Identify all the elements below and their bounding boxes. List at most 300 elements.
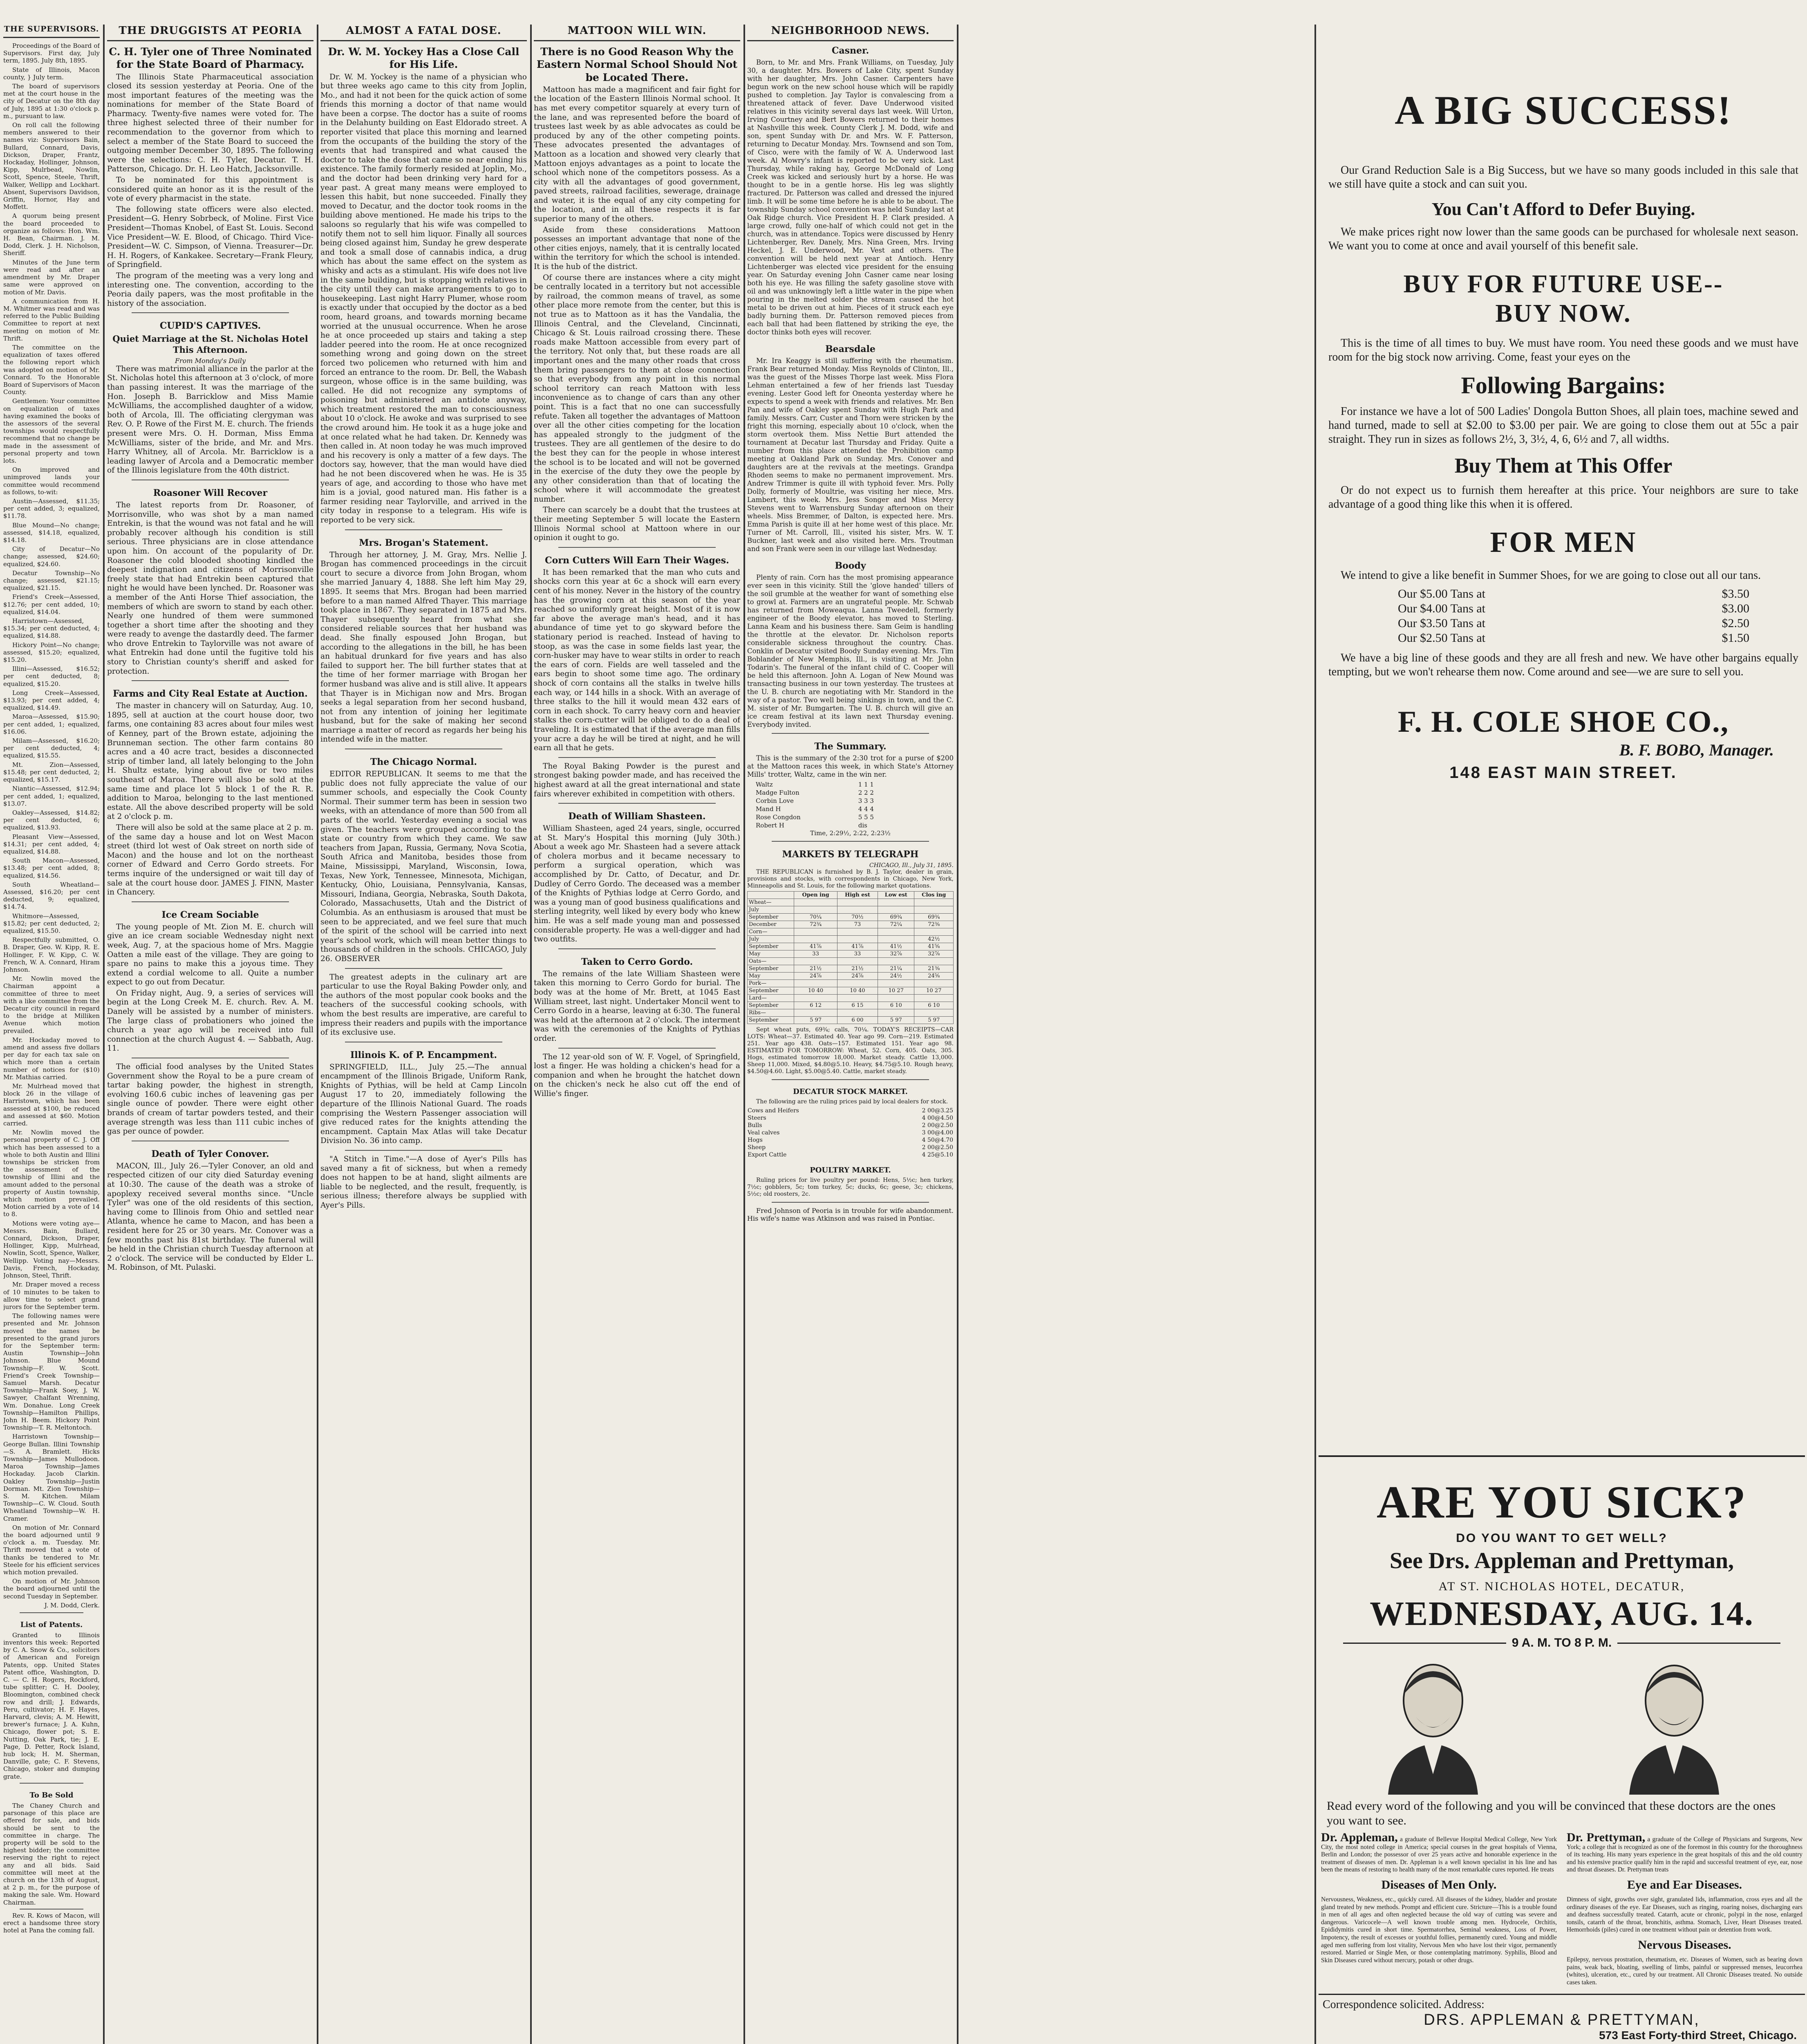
table-cell: Steers <box>748 1115 766 1121</box>
column-rule <box>317 25 318 2044</box>
column-heading: MATTOON WILL WIN. <box>534 25 740 41</box>
ad-paragraph: Or do not expect us to furnish them hereafter at this price. Your neighbors are sure to take advantage of a good thing like this when it is offered. <box>1328 484 1798 511</box>
article-paragraph: Mr. Nowlin moved the Chairman appoint a committee of three to meet with a like committee from the Decatur city council in regard to the bridge at Milliken Avenue which motion prevailed. <box>3 975 100 1035</box>
ad-subheading: BUY FOR FUTURE USE-- <box>1403 270 1724 298</box>
table-cell: 21½ <box>837 965 878 973</box>
article-paragraph: Oakley—Assessed, $14.82; per cent deducted, 6; equalized, $13.93. <box>3 809 100 831</box>
table-cell: September <box>748 943 794 950</box>
article-paragraph: Mr. Draper moved a recess of 10 minutes to be taken to allow time to select grand jurors for the September term. <box>3 1281 100 1311</box>
race-summary-table <box>755 780 874 829</box>
table-cell: 21½ <box>794 965 837 973</box>
table-cell <box>794 995 837 1002</box>
ad-paragraph: We have a big line of these goods and they are all fresh and new. We have other bargains equally tempting, but we won't rehearse them now. Come around and see—we are sure to sell you. <box>1328 652 1798 678</box>
table-row <box>755 780 874 789</box>
article-paragraph: Mr. Ira Keaggy is still suffering with the rheumatism. Frank Bear returned Monday. Miss Reynolds of Clinton, Ill., was the guest of the Misses Thorpe last week. Miss Flora Lehman entertained a few of her friends last Tuesday evening. Lester Good left for Oneonta yesterday where he expects to spend a week with friends and relatives. Mr. Ben Pan and wife of Oakley spent Sunday with Hugh Park and family. Messrs. Carr, Custer and Thorn were stricken by the fright this morning, especially about 10 o'clock, when the storm overtook them. Miss Nettie Burt attended the tournament at Decatur last Thursday and Friday. Quite a number from this place attended the Prohibition camp meeting at Oakland Park on Sunday. Mrs. Conover and daughters are at the revivals at the meetings. Grandpa Rhoden seems to make no permanent improvement. Mrs. Andrew Trimmer is quite ill with typhoid fever. Mrs. Polly Dolly, formerly of Moultrie, was visiting her niece, Mrs. Lambert, this week. Mrs. Jess Songer and Miss Mercy Stevens went to Warrensburg Sunday afternoon on their wheels. Miss Bremmer, of Dalton, is expected here. Mrs. Emma Parish is quite ill at her home west of this place. Mr. Turner of Mt. Carroll, Ill., visited his sister, Mrs. W. T. Buckner, last week and also visited here. Mrs. Troutman and son Frank were seen in our village last Wednesday. <box>747 357 954 553</box>
article-paragraph: On Friday night, Aug. 9, a series of services will begin at the Long Creek M. E. church. Rev. A. M. Danely will be assisted by a number of ministers. The large class of probationers who joined the church a year ago will be received into full connection at the church August 4. — Sabbath, Aug. 11. <box>107 988 313 1053</box>
table-cell <box>794 980 837 987</box>
article-paragraph: The latest reports from Dr. Roasoner, of Morrisonville, who was shot by a man named Entrekin, is that the wound was not fatal and he will probably recover although his condition is still serious. Three physicians are in close attendance upon him. On account of the popularity of Dr. Roasoner the cold blooded shooting kindled the deepest indignation and citizens of Morrisonville freely state that had Entrekin been captured that night he would have been lynched. Dr. Roasoner was a member of the Anti Horse Thief association, the members of which are sworn to stand by each other. Nearly one hundred of them were summoned together a short time after the shooting and they were ready to avenge the dastardly deed. The farmer who drove Entrekin to Taylorville was not aware of what Entrekin had done until the fugitive told his story to Christian county's sheriff and asked for protection. <box>107 500 313 676</box>
table-cell <box>837 906 878 914</box>
article-paragraph: Granted to Illinois inventors this week: Reported by C. A. Snow & Co., solicitors of American and Foreign Patents, opp. United States Patent office, Washington, D. C. — C. H. Rogers, Rockford, tube splitter; C. H. Dooley, Bloomington, combined check row and drill; J. Edwards, Peru, cultivator; H. F. Hayes, Harvard, clevis; A. M. Hewitt, brewer's furnace; J. A. Kuhn, Chicago, flower pot; S. E. Nutting, Oak Park, tie; J. E. Page, D. Petter, Rock Island, hub lock; H. M. Sherman, Danville, gate; C. F. Stevens, Chicago, stoker and dumping grate. <box>3 1631 100 1780</box>
firm-name: DRS. APPLEMAN & PRETTYMAN, <box>1424 2011 1700 2029</box>
article-paragraph: A communication from H. M. Whitmer was read and was referred to the Public Building Committee to report at next meeting on motion of Mr. Thrift. <box>3 297 100 342</box>
table-row <box>755 813 874 821</box>
table-cell: 6 15 <box>837 1002 878 1009</box>
column-supervisors <box>3 25 100 2044</box>
table-cell: Wheat— <box>748 899 794 906</box>
table-cell: 10 27 <box>914 987 954 995</box>
column-mattoon <box>534 25 740 2044</box>
price-label: Our $4.00 Tans at <box>1398 602 1485 615</box>
table-cell <box>837 936 878 943</box>
article-paragraph: Niantic—Assessed, $12.94; per cent added, 1; equalized, $13.07. <box>3 785 100 807</box>
table-cell: Corn— <box>748 928 794 936</box>
table-header: Low est <box>878 892 914 899</box>
article-paragraph: It has been remarked that the man who cuts and shocks corn this year at 6c a shock will earn every cent of his money. Never in the history of the country has the growing corn at this season of the year reached so uniformly great height. Most of it is now far above the average man's head, and it has abundance of time yet to go skyward before the stationary period is reached. Instead of having to stoop, as was the case in some fields last year, the corn-husker may have to wear stilts in order to reach the ears of corn. Fields are well tasseled and the ears begin to shoot some time ago. The ordinary shock of corn contains all the stalks in twelve hills each way, or 144 hills in a shock. With an average of three stalks to the hill it would mean 432 ears of corn in each shock. To carry heavy corn and heavier stalks the corn-cutter will be obliged to do a deal of traveling. It is estimated that if the average man fills your acre a day he will be tired at night, and he will earn all that he gets. <box>534 568 740 753</box>
section-heading: Illinois K. of P. Encampment. <box>350 1049 497 1060</box>
table-cell <box>837 980 878 987</box>
article-paragraph: Motions were voting aye—Messrs. Bain, Bullard, Connard, Dickson, Draper, Hollinger, Kipp, Mulrhead, Nowlin, Scott, Spence, Walker, Wellipp. Voting nay—Messrs. Davis, French, Hockaday, Johnson, Steel, Thrift. <box>3 1219 100 1280</box>
table-cell <box>794 906 837 914</box>
table-row <box>747 1114 954 1122</box>
price-value: $3.00 <box>1722 602 1749 615</box>
article-paragraph: Harristown—Assessed, $15.34; per cent deducted, 4; equalized, $14.88. <box>3 617 100 640</box>
dateline: CHICAGO, Ill., July 31, 1895. <box>869 862 954 869</box>
article-paragraph: On improved and unimproved lands your committee would recommend as follows, to-wit: <box>3 466 100 496</box>
article-paragraph: Mr. Hockaday moved to amend and assess five dollars per day for each tax sale on which more than a certain number of notices for ($10) Mr. Mathias carried. <box>3 1036 100 1081</box>
article-paragraph: MACON, Ill., July 26.—Tyler Conover, an old and respected citizen of our city died Saturday evening at 10:30. The cause of the death was a stroke of apoplexy received several months since. "Uncle Tyler" was one of the old residents of this section, having come to Illinois from Ohio and settled near Atlanta, whence he came to Macon, and has been a resident here for 25 or 30 years. Mr. Conover was a few months past his 81st birthday. The funeral will be held in the Christian church Tuesday afternoon at 2 o'clock. The service will be conducted by Elder L. M. Robinson, of Mt. Pulaski. <box>107 1161 313 1272</box>
table-cell: 4 50@4.70 <box>922 1137 953 1143</box>
table-row <box>748 965 954 973</box>
article-paragraph: On motion of Mr. Connard the board adjourned until 9 o'clock a. m. Tuesday. Mr. Thrift moved that a vote of thanks be tendered to Mr. Steele for his efficient services which motion prevailed. <box>3 1524 100 1576</box>
column-rule <box>530 25 532 2044</box>
table-cell: 5 5 5 <box>858 814 874 821</box>
table-cell: 10 40 <box>837 987 878 995</box>
article-paragraph: This is the summary of the 2:30 trot for a purse of $200 at the Mattoon races this week, in which State's Attorney Mills' trotter, Waltz, came in the win ner. <box>747 754 954 778</box>
table-row <box>748 899 954 906</box>
table-cell: 32⅞ <box>914 950 954 958</box>
table-cell: Sheep <box>748 1144 766 1151</box>
table-cell: 4 00@4.50 <box>922 1115 953 1121</box>
table-cell: 2 2 2 <box>858 789 874 796</box>
section-heading: Mrs. Brogan's Statement. <box>359 537 488 548</box>
article-paragraph: There will also be sold at the same place at 2 p. m. of the same day a house and lot on West Macon street (third lot west of Oak street on north side of Macon) and the house and lot on the northeast corner of Edward and Cerro Gordo streets. For terms inquire of the undersigned or wait till day of sale at the court house door. JAMES J. FINN, Master in Chancery. <box>107 823 313 897</box>
table-row <box>747 1122 954 1129</box>
article-paragraph: Illini—Assessed, $16.52; per cent deducted, 8; equalized, $15.20. <box>3 665 100 688</box>
section-heading: Casner. <box>831 45 869 56</box>
table-cell: Bulls <box>748 1122 762 1129</box>
table-row <box>747 1129 954 1136</box>
table-row <box>748 987 954 995</box>
ad-paragraph: This is the time of all times to buy. We must have room. You need these goods and we must have room for the big stock now arriving. Come, feast your eyes on the <box>1328 337 1798 363</box>
table-cell <box>794 899 837 906</box>
table-cell: 32⅞ <box>878 950 914 958</box>
table-row <box>748 943 954 950</box>
table-cell: 72⅜ <box>914 921 954 928</box>
table-row <box>747 1144 954 1151</box>
ad-subheading: Buy Them at This Offer <box>1454 454 1673 477</box>
table-cell <box>914 928 954 936</box>
section-heading: POULTRY MARKET. <box>810 1166 891 1174</box>
table-row <box>747 1151 954 1159</box>
doctor-name: Dr. Appleman, <box>1321 1831 1398 1844</box>
ad-divider <box>1319 1455 1805 1457</box>
section-heading: DECATUR STOCK MARKET. <box>793 1087 908 1096</box>
ad-headline: A BIG SUCCESS! <box>1395 87 1732 133</box>
table-cell <box>794 958 837 965</box>
table-cell: July <box>748 906 794 914</box>
column-rule <box>957 25 958 2044</box>
article-paragraph: There was matrimonial alliance in the parlor at the St. Nicholas hotel this afternoon at 3 o'clock, of more than passing interest. It was the marriage of the Hon. Joseph B. Barricklow and Miss Mamie McWilliams, the accomplished daughter of a widow, both of Arcola, Ill. The officiating clergyman was Rev. O. P. Rowe of the First M. E. church. The friends present were Mrs. O. H. Dorman, Miss Emma McWilliams, sister of the bride, and Mr. and Mrs. Harry Whitney, all of Arcola. Mr. Barricklow is a leading lawyer of Arcola and a Democratic member of the Illinois legislature from the 40th district. <box>107 364 313 475</box>
article-paragraph: Proceedings of the Board of Supervisors. First day, July term, 1895. July 8th, 1895. <box>3 42 100 65</box>
article-paragraph: Dr. W. M. Yockey is the name of a physician who but three weeks ago came to this city from Joplin, Mo., and had it not been for the quick action of some friends this morning a doctor of that name would have been a corpse. The doctor has a suite of rooms in the Delahunty building on East Eldorado street. A reporter visited that place this morning and learned from the occupants of the building the story of the events that had transpired and what caused the doctor to take the dose that came so near ending his existence. The family formerly resided at Joplin, Mo., and the doctor had been drinking very hard for a year past. A great many means were employed to lessen this habit, but none succeeded. Finally they moved to Decatur, and the doctor took rooms in the building above mentioned. He made his trips to the saloons so regularly that his wife was compelled to notify them not to sell him liquor. Finally all sources being closed against him, Sunday he grew desperate and took a small dose of cannabis indica, a drug which has about the same effect on the system as whisky and acts as a stimulant. His wife does not live in the same building, but is stopping with relatives in the city until they can make arrangements to go to housekeeping. Last night Harry Plumer, whose room is exactly under that occupied by the doctor as a bed room, heard groans, and towards morning became worried at the unusual occurrence. When he arose he at once proceeded up stairs and taking a step ladder peered into the room. He at once recognized something wrong and going down on the street forced two policemen who returned with him and forced an entrance to the room. Dr. Bell, the Wabash surgeon, whose office is in the same building, was called. He did not recognize any symptoms of poisoning but administered an antidote anyway, which treatment restored the man to consciousness about 10 o'clock. He awoke and was surprised to see the crowd around him. He took it as a huge joke and at once related what he had taken. Dr. Kennedy was then called in. At noon today he was much improved and his recovery is only a matter of a few days. The doctors say, however, that the man would have died had he not been discovered when he was. He is 35 years of age, and according to those who have met him is a jovial, good natured man. His father is a farmer residing near Taylorville, and arrived in the city today in response to a telegram. His wife is reported to be very sick. <box>320 72 527 524</box>
table-cell: 24⅝ <box>914 973 954 980</box>
price-row <box>1328 587 1798 601</box>
section-heading: Eye and Ear Diseases. <box>1627 1878 1742 1892</box>
price-value: $2.50 <box>1722 616 1749 630</box>
table-cell <box>837 928 878 936</box>
ad-date: WEDNESDAY, AUG. 14. <box>1370 1595 1754 1633</box>
doctor-portrait-icon <box>1372 1656 1494 1795</box>
table-cell: September <box>748 1017 794 1024</box>
article-paragraph: Minutes of the June term were read and after an amendment by Mr. Draper same were approved on motion of Mr. Davis. <box>3 258 100 296</box>
table-cell: 24½ <box>878 973 914 980</box>
article-paragraph: Maroa—Assessed, $15.90; per cent added, 1; equalized, $16.06. <box>3 713 100 735</box>
section-heading: CUPID'S CAPTIVES. <box>159 320 261 332</box>
article-paragraph: Mattoon has made a magnificent and fair fight for the location of the Eastern Illinois Normal school. It has met every competitor squarely at every turn of the lane, and was represented before the board of trustees last week by as able advocates as could be produced by any of the other competing points. These advocates presented the advantages of Mattoon as a location and showed very clearly that Mattoon enjoys advantages as a point to locate the school which none of the competitors possess. As a city with all the advantages of good government, paved streets, railroad facilities, sewerage, drainage and water, it is the equal of any city competing for the location, and in all these respects it is far superior to many of the others. <box>534 85 740 224</box>
article-paragraph: Plenty of rain. Corn has the most promising appearance ever seen in this vicinity. Still the 'glove handed' tillers of the soil grumble at the weather for want of something else to growl at. Farmers are an ungrateful people. Mr. Schwab has returned from Moweaqua. Lanna Tweedell, formerly engineer of the Boody elevator, has moved to Sterling. Lanna Keam and his business there. Sam Geim is handling the throttle at the elevator. Dr. Nicholson reports considerable sickness throughout the country. Chas. Conklin of Decatur visited Boody Sunday evening. Mrs. Tim Boblander of New Memphis, Ill., is visiting at Mr. John Todarin's. The funeral of the infant child of C. Cooper will be held this afternoon. John A. Logan of New Mound was transacting business in our town yesterday. The trustees at the U. B. church are negotiating with Mr. Standord in the way of a pastor. Two well being sinkings in town, and the C. M. sister of Mr. Bumgarten. The U. B. church will give an ice cream festival at its lawn next Thursday evening. Everybody invited. <box>747 574 954 728</box>
article-paragraph: Austin—Assessed, $11.35; per cent added, 3; equalized, $11.78. <box>3 497 100 520</box>
article-paragraph: Gentlemen: Your committee on equalization of taxes having examined the books of the assessors of the several townships would respectfully recommend that no change be made in the assessment of personal property and town lots. <box>3 397 100 464</box>
table-cell: 33 <box>837 950 878 958</box>
table-cell <box>878 936 914 943</box>
article-paragraph: South Wheatland—Assessed, $16.20; per cent deducted, 9; equalized, $14.74. <box>3 881 100 911</box>
article-paragraph: To be nominated for this appointment is considered quite an honor as it is the result of the vote of every pharmacist in the state. <box>107 176 313 203</box>
table-cell: dis <box>858 822 867 829</box>
table-row <box>748 995 954 1002</box>
article-paragraph: The Illinois State Pharmaceutical association closed its session yesterday at Peoria. One of the most important features of the meeting was the nominations for member of the State Board of Pharmacy. Twenty-five names were voted for. The three highest selected three of their number for recommendation to the governor from which to select a member of the State Board to succeed the outgoing member December 30, 1895. The following were the selections: C. H. Tyler, Decatur. T. H. Patterson, Chicago. Dr. H. Leo Hatch, Jacksonville. <box>107 72 313 174</box>
appleman-column <box>1321 1831 1557 1986</box>
article-paragraph: Friend's Creek—Assessed, $12.76; per cent added, 10; equalized, $14.04. <box>3 593 100 616</box>
table-cell: 5 97 <box>878 1017 914 1024</box>
table-header: High est <box>837 892 878 899</box>
table-cell: Ribs— <box>748 1009 794 1017</box>
article-paragraph: Respectfully submitted, O. B. Draper, Geo. W. Kipp, R. E. Hollinger, F. W. Kipp, C. W. French, W. A. Connard, Hiram Johnson. <box>3 936 100 973</box>
signature: J. M. Dodd, Clerk. <box>44 1601 100 1609</box>
ad-paragraph: We make prices right now lower than the same goods can be purchased for wholesale next season. We want you to come at once and avail yourself of this benefit sale. <box>1328 226 1798 252</box>
column-heading: THE DRUGGISTS AT PEORIA <box>107 25 313 41</box>
article-paragraph: Through her attorney, J. M. Gray, Mrs. Nellie J. Brogan has commenced proceedings in the circuit court to secure a divorce from John Brogan, whom she married January 4, 1888. She left him May 29, 1895. It seems that Mrs. Brogan had been married before to a man named Alfred Thayer. This marriage took place in 1867. They separated in 1875 and Mrs. Thayer subsequently heard from what she considered reliable sources that her husband was dead. She finally espoused John Brogan, but according to the allegations in the bill, he has been an habitual drunkard for five years and has also failed to support her. The bill further states that at the time of her former marriage with Brogan her former husband was alive and is still alive. It appears that Thayer is in Michigan now and Mrs. Brogan seeks a legal separation from her second husband, not from any intention of joining her legitimate husband, but for the sake of making her second marriage a matter of record as regards her being his intended wife in the matter. <box>320 550 527 744</box>
column-rule <box>743 25 745 2044</box>
ad-paragraph: We intend to give a like benefit in Summer Shoes, for we are going to close out all our tans. <box>1341 569 1761 582</box>
doctor-portrait-icon <box>1613 1656 1735 1795</box>
article-paragraph: The committee on the equalization of taxes offered the following report which was adopted on motion of Mr. Connard. To the Honorable Board of Supervisors of Macon County. <box>3 343 100 396</box>
table-cell: Oats— <box>748 958 794 965</box>
market-table <box>747 891 954 1024</box>
table-cell: September <box>748 965 794 973</box>
section-heading: Roasoner Will Recover <box>153 487 268 498</box>
table-cell: Madge Fulton <box>756 789 799 796</box>
article-paragraph: The program of the meeting was a very long and interesting one. The convention, according to the Peoria daily papers, was the most profitable in the history of the association. <box>107 271 313 308</box>
column-neighborhood <box>747 25 954 2044</box>
table-cell: 2 00@3.25 <box>922 1107 953 1114</box>
column-rule <box>103 25 105 2044</box>
article-paragraph: A quorum being present the board proceeded to organize as follows: Hon. Wm. H. Bean, Chairman. J. M. Dodd, Clerk. J. H. Nicholson, Sheriff. <box>3 212 100 257</box>
table-header <box>748 892 794 899</box>
article-paragraph: Rev. R. Kows of Macon, will erect a handsome three story hotel at Pana the coming fall. <box>3 1912 100 1934</box>
manager-name: B. F. BOBO, Manager. <box>1619 741 1774 759</box>
article-paragraph: Mt. Zion—Assessed, $15.48; per cent deducted, 2; equalized, $15.17. <box>3 761 100 784</box>
table-cell <box>878 995 914 1002</box>
table-header: Open ing <box>794 892 837 899</box>
price-value: $1.50 <box>1722 631 1749 645</box>
ad-subheading: BUY NOW. <box>1495 300 1632 327</box>
section-heading: Corn Cutters Will Earn Their Wages. <box>545 555 729 566</box>
table-cell <box>837 899 878 906</box>
article-paragraph: Born, to Mr. and Mrs. Frank Williams, on Tuesday, July 30, a daughter. Mrs. Bowers of Lake City, spent Sunday with her daughter, Mrs. John Casner. Carpenters have begun work on the new school house which will be rapidly pushed to completion. Jay Taylor is convalescing from a threatened attack of fever. Dave Underwood visited relatives in this vicinity several days last week. Will Urton, Irving Courtney and Bert Bowers returned to their homes at Nashville this week. County Clerk J. M. Dodd, wife and son, spent Sunday with Dr. and Mrs. W. F. Patterson, returning to Decatur Monday. Mrs. Townsend and son Tom, of Cisco, were with the family of W. A. Underwood last week. Al Mowry's infant is reported to be very sick. Last Thursday, while raking hay, George McDonald of Long Creek was kicked and seriously hurt by a horse. He was thought to be in a gentle horse. His leg was slightly fractured. Dr. Patterson was called and dressed the injured limb. It will be some time before he is able to be about. The township Sunday school convention was held Sunday last at Oak Ridge church. Vice President H. P. Clark presided. A large crowd, fully one-half of which could not get in the church, was in attendance. Topics were discussed by Henry Lichtenberger, Rev. Danely, Mrs. Nina Green, Mrs. Irving Heckel, J. E. Underwood, Mr. Vest and others. The convention will be held next year at Antioch. Henry Lichtenberger was elected vice president for the ensuing year. On Saturday evening John Casner came near losing both his eye. He was filling the safety gasoline stove with oil and was unknowingly left a little water in the pipe when pouring in the melted solder the stream caused the hot metal to be driven out at him. Pieces of it struck each eye badly burning them. Dr. Patterson removed pieces from each ball that had been flattened by striking the eye, the doctor thinks both eyes will recover. <box>747 58 954 336</box>
ad-subheading: You Can't Afford to Defer Buying. <box>1431 199 1695 219</box>
table-cell: 6 00 <box>837 1017 878 1024</box>
column-heading: NEIGHBORHOOD NEWS. <box>747 25 954 41</box>
price-label: Our $5.00 Tans at <box>1398 587 1485 601</box>
doctor-bio: a graduate of the College of Physicians and Surgeons, New York; a college that is recognized as one of the foremost in this country for the thoroughness of its teaching. His many years experience in the great hospitals of this and the old country and his extensive practice qualify him in the rapid and successful treatment of eye, ear, nose and throat diseases. Dr. Prettyman treats <box>1567 1836 1803 1874</box>
article-headline: There is no Good Reason Why the Eastern Normal School Should Not be Located There. <box>536 46 738 83</box>
article-paragraph: The remains of the late William Shasteen were taken this morning to Cerro Gordo for burial. The body was at the home of Mr. Brett, at 1045 East William street, last night. Undertaker Moncil went to Cerro Gordo in a hearse, leaving at 6:30. The funeral was held at the afternoon at 2 o'clock. The interment was with the ceremonies of the Knights of Pythias order. <box>534 969 740 1043</box>
section-heading: The Summary. <box>814 741 887 752</box>
table-cell <box>878 906 914 914</box>
section-heading: Farms and City Real Estate at Auction. <box>113 688 308 699</box>
article-paragraph: Aside from these considerations Mattoon possesses an important advantage that none of the other cities enjoys, namely, that it is centrally located within the territory for which the school is intended. It is the hub of the district. <box>534 225 740 271</box>
firm-address: 573 East Forty-third Street, Chicago. <box>1599 2029 1797 2042</box>
doctor-name: Dr. Prettyman, <box>1567 1831 1646 1844</box>
table-row <box>747 1107 954 1114</box>
table-cell: 69¾ <box>878 914 914 921</box>
article-paragraph: The board of supervisors met at the court house in the city of Decatur on the 8th day of July, 1895 at 1:30 o'clock p. m., pursuant to law. <box>3 83 100 120</box>
table-cell <box>914 995 954 1002</box>
table-cell: 69¾ <box>914 914 954 921</box>
article-paragraph: Harristown Township—George Bullan. Illini Township—S. A. Bramlett. Hicks Township—James Mullodoon. Maroa Township—James Hockaday. Jacob Clarkin. Oakley Township—Justin Dorman. Mt. Zion Township—S. M. Kitchen. Milam Township—C. W. Cloud. South Wheatland Township—W. H. Cramer. <box>3 1433 100 1522</box>
price-label: Our $2.50 Tans at <box>1398 631 1485 645</box>
table-cell <box>878 899 914 906</box>
article-headline: Quiet Marriage at the St. Nicholas Hotel This Afternoon. <box>112 334 308 355</box>
article-paragraph: The master in chancery will on Saturday, Aug. 10, 1895, sell at auction at the court house door, two farms, one containing 83 acres about four miles west of Kenney, part of the Brown estate, adjoining the Brunneman section. The other farm contains 80 acres and a 40 acre tract, besides a disconnected strip of timber land, all lately belonging to the John H. Shultz estate, lying about five or two miles southeast of Maroa. There will also be sold at the same time and place lot 5 block 1 of the R. R. addition to Maroa, belonging to the last mentioned estate. All the above described property will be sold at 2 o'clock p. m. <box>107 702 313 821</box>
table-cell: September <box>748 1002 794 1009</box>
table-cell: 41⅝ <box>914 943 954 950</box>
article-paragraph: THE REPUBLICAN is furnished by B. J. Taylor, dealer in grain, provisions and stocks, with correspondents in Chicago, New York, Minneapolis and St. Louis, for the following market quotations. <box>747 869 954 889</box>
section-heading: Ice Cream Sociable <box>161 909 259 920</box>
table-cell: Robert H <box>756 822 784 829</box>
ad-paragraph: For instance we have a lot of 500 Ladies' Dongola Button Shoes, all plain toes, machine sewed and hand turned, made to sell at $2.00 to $3.00 per pair. We are going to close them out at 55c a pair straight. They run in sizes as follows 2½, 3, 3½, 4, 6, 6½ and 7, all widths. <box>1328 405 1798 446</box>
article-paragraph: Whitmore—Assessed, $15.82; per cent deducted, 2; equalized, $15.50. <box>3 912 100 935</box>
article-paragraph: Ruling prices for live poultry per pound: Hens, 5½c; hen turkey, 7½c; gobblers, 5c; tom turkey, 5c; ducks, 6c; geese, 3c; chickens, 5½c; old roosters, 2c. <box>747 1177 954 1197</box>
article-paragraph: Mr. Mulrhead moved that block 26 in the village of Harristown, which has been assessed at $100, be reduced and assessed at $60. Motion carried. <box>3 1083 100 1127</box>
doctors-ad <box>1319 1476 1805 2044</box>
table-cell: 70½ <box>837 914 878 921</box>
article-headline: C. H. Tyler one of Three Nominated for the State Board of Pharmacy. <box>109 46 312 71</box>
ad-paragraph: Nervousness, Weakness, etc., quickly cured. All diseases of the kidney, bladder and prostate gland treated by new methods. Prompt and efficient cure. Stricture—This is a trouble found in men of all ages and often neglected because the old way of cutting was severe and dangerous. Varicocele—A well known trouble among men. Hydrocele, Orchitis, Epididymitis cured in short time. Spermatorrhea, Seminal weakness, Loss of Power, Impotency, the result of excesses or youthful follies, permanently cured. Young and middle aged men suffering from lost vitality, Nervous Men who have lost their vigor, permanently restored. Married or Single Men, or those contemplating matrimony. Syphilis, Blood and Skin Diseases cured without mercury, potash or other drugs. <box>1321 1896 1557 1964</box>
section-heading: Bearsdale <box>825 344 876 354</box>
section-heading: Death of Tyler Conover. <box>151 1148 269 1159</box>
section-heading: Diseases of Men Only. <box>1381 1878 1497 1892</box>
table-cell <box>878 980 914 987</box>
table-cell <box>914 1009 954 1017</box>
table-header-row <box>748 892 954 899</box>
table-cell: 10 27 <box>878 987 914 995</box>
table-cell: 5 97 <box>794 1017 837 1024</box>
table-cell: 4 25@5.10 <box>922 1152 953 1158</box>
section-heading: To Be Sold <box>29 1791 74 1800</box>
table-row <box>748 1009 954 1017</box>
table-cell <box>794 936 837 943</box>
article-paragraph: The following state officers were also elected. President—G. Henry Sobrbeck, of Moline. First Vice President—Thomas Knobel, of East St. Louis. Second Vice President—W. E. Blood, of Chicago. Third Vice-President—W. C. Simpson, of Vienna. Treasurer—Dr. H. H. Rogers, of Kankakee. Secretary—Frank Fleury, of Springfield. <box>107 205 313 269</box>
column-fatal-dose <box>320 25 527 2044</box>
table-cell: Rose Congdon <box>756 814 801 821</box>
table-cell: 1 1 1 <box>858 781 874 788</box>
table-cell <box>878 1009 914 1017</box>
doctor-bio: a graduate of Bellevue Hospital Medical College, New York City, the most noted college in America; special courses in the great hospitals of Vienna, Berlin and London; the possessor of over 25 years active and honorable experience in the treatment of diseases of men. Dr. Appleman is a well known specialist in his line and has been the means of restoring to health many of the most remarkable cures reported. He treats <box>1321 1836 1557 1874</box>
table-cell: 6 10 <box>878 1002 914 1009</box>
table-cell: 6 12 <box>794 1002 837 1009</box>
article-paragraph: Sept wheat puts, 69¾; calls, 70¼. TODAY'S RECEIPTS—CAR LOTS: Wheat—37. Estimated 40. Year ago 99. Corn—219. Estimated 251. Year ago 438. Oats—157. Estimated 151. Year ago 98. ESTIMATED FOR TOMORROW: Wheat, 52. Corn, 405. Oats, 305. Hogs, estimated tomorrow 18,000. Market steady. Cattle 13,000. Sheep 11,000. Mixed, $4.80@5.10. Heavy, $4.75@5.10. Rough heavy, $4.50@4.60. Light, $5.00@5.40. Cattle, market steady. <box>747 1026 954 1075</box>
ad-subheading: FOR MEN <box>1490 526 1637 558</box>
table-row <box>748 973 954 980</box>
section-heading: The Chicago Normal. <box>370 757 477 768</box>
article-paragraph: State of Illinois, Macon county, } July term. <box>3 66 100 81</box>
table-cell: May <box>748 973 794 980</box>
article-paragraph: On roll call the following members answered to their names viz: Supervisors Bain, Bullard, Connard, Davis, Dickson, Draper, Frantz, Hockaday, Hollinger, Johnson, Kipp, Mulrbead, Nowlin, Scott, Spence, Steele, Thrift, Walker, Wellipp and Lockhart. Absent, Supervisors Davidson, Griffin, Hornor, Hay and Moffett. <box>3 121 100 211</box>
table-cell: 73 <box>837 921 878 928</box>
article-paragraph: EDITOR REPUBLICAN. It seems to me that the public does not fully appreciate the value of our summer schools, and especially the Cook County Normal. Their summer term has been in session two weeks, with an attendance of more than 500 from all parts of the world. Yesterday evening a social was given. The teachers were grouped according to the state or country from which they came. We saw teachers from Japan, Russia, Germany, Nova Scotia, South Africa and Manitoba, besides those from Maine, Mississippi, Maryland, Wisconsin, Iowa, Texas, New York, Tennessee, Minnesota, Michigan, Kentucky, Ohio, Louisiana, Pennsylvania, Kansas, Missouri, Indiana, Georgia, Nebraska, South Dakota, Colorado, Massachusetts, Utah and the District of Columbia. As an enthusiasm is aroused that must be seen to be appreciated, and we feel sure that much of the spirit of the school will be carried into next year's school work, which will mean better things to thousands of children in the schools. CHICAGO, July 26. OBSERVER <box>320 770 527 963</box>
table-cell: Veal calves <box>748 1130 780 1136</box>
article-paragraph: The greatest adepts in the culinary art are particular to use the Royal Baking Powder only, and the authors of the most popular cook books and the teachers of the successful cooking schools, with whom the best results are imperative, are careful to impress their readers and pupils with the importance of its exclusive use. <box>320 973 527 1037</box>
ad-paragraph: Our Grand Reduction Sale is a Big Success, but we have so many goods included in this sale that we still have quite a stock and can suit you. <box>1328 164 1798 191</box>
article-paragraph: Pleasant View—Assessed, $14.31; per cent added, 4; equalized, $14.88. <box>3 833 100 855</box>
stock-market-table <box>747 1107 954 1159</box>
table-cell: Hogs <box>748 1137 763 1143</box>
article-paragraph: On motion of Mr. Johnson the board adjourned until the second Tuesday in September. <box>3 1578 100 1600</box>
table-row <box>748 1017 954 1024</box>
table-cell <box>878 958 914 965</box>
price-row <box>1328 616 1798 631</box>
table-cell <box>837 995 878 1002</box>
article-paragraph: The Royal Baking Powder is the purest and strongest baking powder made, and has received the highest award at all the great international and state fairs wherever exhibited in competition with others. <box>534 762 740 798</box>
article-paragraph: Long Creek—Assessed, $13.93; per cent added, 4; equalized, $14.49. <box>3 689 100 712</box>
table-row <box>748 1002 954 1009</box>
cole-shoe-ad <box>1328 86 1798 1202</box>
table-cell <box>837 958 878 965</box>
table-cell <box>794 928 837 936</box>
table-row <box>748 921 954 928</box>
article-paragraph: Of course there are instances where a city might be centrally located in a territory but not accessible by railroad, the common means of travel, as some other place more remote from the center, but this is not true as to Mattoon as it has the Vandalia, the Illinois Central, and the Cleveland, Cincinnati, Chicago & St. Louis railroad crossing there. These roads make Mattoon accessible from every part of the territory. Not only that, but these roads are all important ones and the many other roads that cross them bring passengers to them at close connection so that everybody from any point in this normal school territory can reach Mattoon with less inconvenience as to change of cars than any other point. This is a fact that no one can successfully refute. Taken all together the advantages of Mattoon over all the other cities competing for the location has appealed strongly to the judgment of the trustees. They are all gentlemen of the desire to do the best they can for the people in whose interest the school is to be located and will not be governed in the exercise of the duty they owe the people by any other consideration than that of locating the school where it will accommodate the greatest number. <box>534 273 740 504</box>
table-cell: 6 10 <box>914 1002 954 1009</box>
table-row <box>755 805 874 813</box>
table-row <box>748 928 954 936</box>
table-cell: 2 00@2.50 <box>922 1122 953 1129</box>
article-paragraph: Milam—Assessed, $16.20; per cent deducted, 4; equalized, $15.55. <box>3 737 100 760</box>
race-time: Time, 2:29½, 2:22, 2:23½ <box>810 829 891 837</box>
article-paragraph: The following names were presented and Mr. Johnson moved the names be presented to the grand jurors for the September term: Austin Township—John Johnson. Blue Mound Township—F. W. Scott. Friend's Creek Township—Samuel Marsh. Decatur Township—Frank Soey, J. W. Sawyer, Chalfant Wrenning, Wm. Donahue. Long Creek Township—Hamilton Phillips, John H. Beem. Hickory Point Township—T. R. Meltontoch. <box>3 1312 100 1432</box>
table-cell: 72¾ <box>794 921 837 928</box>
table-cell: 24⅞ <box>794 973 837 980</box>
table-cell: 41½ <box>878 943 914 950</box>
article-paragraph: The Chaney Church and parsonage of this place are offered for sale, and bids should be sent to the committee in charge. The property will be sold to the highest bidder; the committee reserving the right to reject any and all bids. Said committee will meet at the church on the 13th of August, at 2 p. m., for the purpose of making the sale. Wm. Howard Chairman. <box>3 1802 100 1906</box>
section-heading: Boody <box>835 560 866 571</box>
article-paragraph: Hickory Point—No change; assessed, $15.20; equalized, $15.20. <box>3 641 100 664</box>
table-cell: May <box>748 950 794 958</box>
prettyman-column <box>1567 1831 1803 1986</box>
table-cell: Export Cattle <box>748 1152 787 1158</box>
table-cell: 70¼ <box>794 914 837 921</box>
ad-paragraph: Dimness of sight, growths over sight, granulated lids, inflammation, cross eyes and all the ordinary diseases of the eye. Ear Diseases, such as ringing, roaring noises, discharging ears and deafness successfully treated. Catarrh, acute or chronic, polypi in the nose, enlarged tonsils, catarrh of the throat, bronchitis, asthma. Stomach, Liver, Heart Diseases treated. Hemorrhoids (piles) cured in one treatment without pain or detention from work. <box>1567 1896 1803 1934</box>
ad-subheading: DO YOU WANT TO GET WELL? <box>1456 1531 1668 1545</box>
table-row <box>748 906 954 914</box>
table-cell: September <box>748 914 794 921</box>
table-header: Clos ing <box>914 892 954 899</box>
table-cell: 3 3 3 <box>858 797 874 805</box>
table-cell: Cows and Heifers <box>748 1107 799 1114</box>
table-row <box>748 958 954 965</box>
column-heading: ALMOST A FATAL DOSE. <box>320 25 527 41</box>
table-cell: 42½ <box>914 936 954 943</box>
table-cell: Waltz <box>756 781 773 788</box>
column-druggists <box>107 25 313 2044</box>
table-row <box>748 936 954 943</box>
table-cell <box>878 928 914 936</box>
table-cell: Pork— <box>748 980 794 987</box>
company-name: F. H. COLE SHOE CO., <box>1397 705 1729 739</box>
column-heading: THE SUPERVISORS. <box>3 25 100 38</box>
ad-subheading: See Drs. Appleman and Prettyman, <box>1389 1548 1734 1573</box>
article-paragraph: There can scarcely be a doubt that the trustees at their meeting September 5 will locate the Eastern Illinois Normal school at Mattoon where in our opinion it ought to go. <box>534 506 740 542</box>
correspondence-line: Correspondence solicited. Address: <box>1323 1998 1485 2011</box>
table-cell: 3 00@4.00 <box>922 1130 953 1136</box>
table-row <box>755 821 874 829</box>
table-cell: 21⅜ <box>914 965 954 973</box>
article-paragraph: The 12 year-old son of W. F. Vogel, of Springfield, lost a finger. He was holding a chicken's head for a companion and when he brought the hatchet down on the chicken's neck he also cut off the end of Willie's finger. <box>534 1052 740 1098</box>
table-row <box>755 789 874 797</box>
dateline: From Monday's Daily <box>175 356 246 365</box>
article-paragraph: Mr. Nowlin moved the personal property of C. J. Off which has been assessed to a whole to both Austin and Illini townships be stricken from the assessment of the township of Illini and the amount added to the personal property of Austin township, which motion prevailed. Motion carried by a vote of 14 to 8. <box>3 1129 100 1218</box>
table-cell <box>837 1009 878 1017</box>
table-cell <box>914 980 954 987</box>
article-paragraph: Blue Mound—No change; assessed, $14.18, equalized, $14.18. <box>3 521 100 544</box>
table-cell: September <box>748 987 794 995</box>
table-cell: 10 40 <box>794 987 837 995</box>
table-cell: 72¼ <box>878 921 914 928</box>
price-label: Our $3.50 Tans at <box>1398 616 1485 630</box>
table-cell: 5 97 <box>914 1017 954 1024</box>
article-paragraph: South Macon—Assessed, $13.48; per cent added, 8; equalized, $14.56. <box>3 857 100 879</box>
ad-headline: ARE YOU SICK? <box>1376 1477 1747 1528</box>
table-cell: December <box>748 921 794 928</box>
table-row <box>748 980 954 987</box>
section-heading: Taken to Cerro Gordo. <box>581 956 693 967</box>
table-cell <box>914 958 954 965</box>
article-paragraph: City of Decatur—No change; assessed, $24.60; equalized, $24.60. <box>3 545 100 568</box>
article-paragraph: Decatur Township—No change; assessed, $21.15; equalized, $21.15. <box>3 569 100 592</box>
article-headline: Dr. W. M. Yockey Has a Close Call for His Life. <box>328 46 519 71</box>
table-cell: Lard— <box>748 995 794 1002</box>
table-cell <box>794 1009 837 1017</box>
article-paragraph: The official food analyses by the United States Government show the Royal to be a pure cream of tartar baking powder, the highest in strength, evolving 160.6 cubic inches of leavening gas per single ounce of powder. There were eight other brands of cream of tartar powders tested, and their average strength was less than 111 cubic inches of gas per ounce of powder. <box>107 1062 313 1136</box>
table-cell: 21¼ <box>878 965 914 973</box>
table-cell <box>914 899 954 906</box>
column-rule <box>1314 25 1316 2044</box>
table-row <box>747 1136 954 1144</box>
hours-text: 9 A. M. TO 8 P. M. <box>1511 1636 1612 1650</box>
price-row <box>1328 631 1798 645</box>
section-heading: Nervous Diseases. <box>1638 1938 1731 1952</box>
table-cell: July <box>748 936 794 943</box>
